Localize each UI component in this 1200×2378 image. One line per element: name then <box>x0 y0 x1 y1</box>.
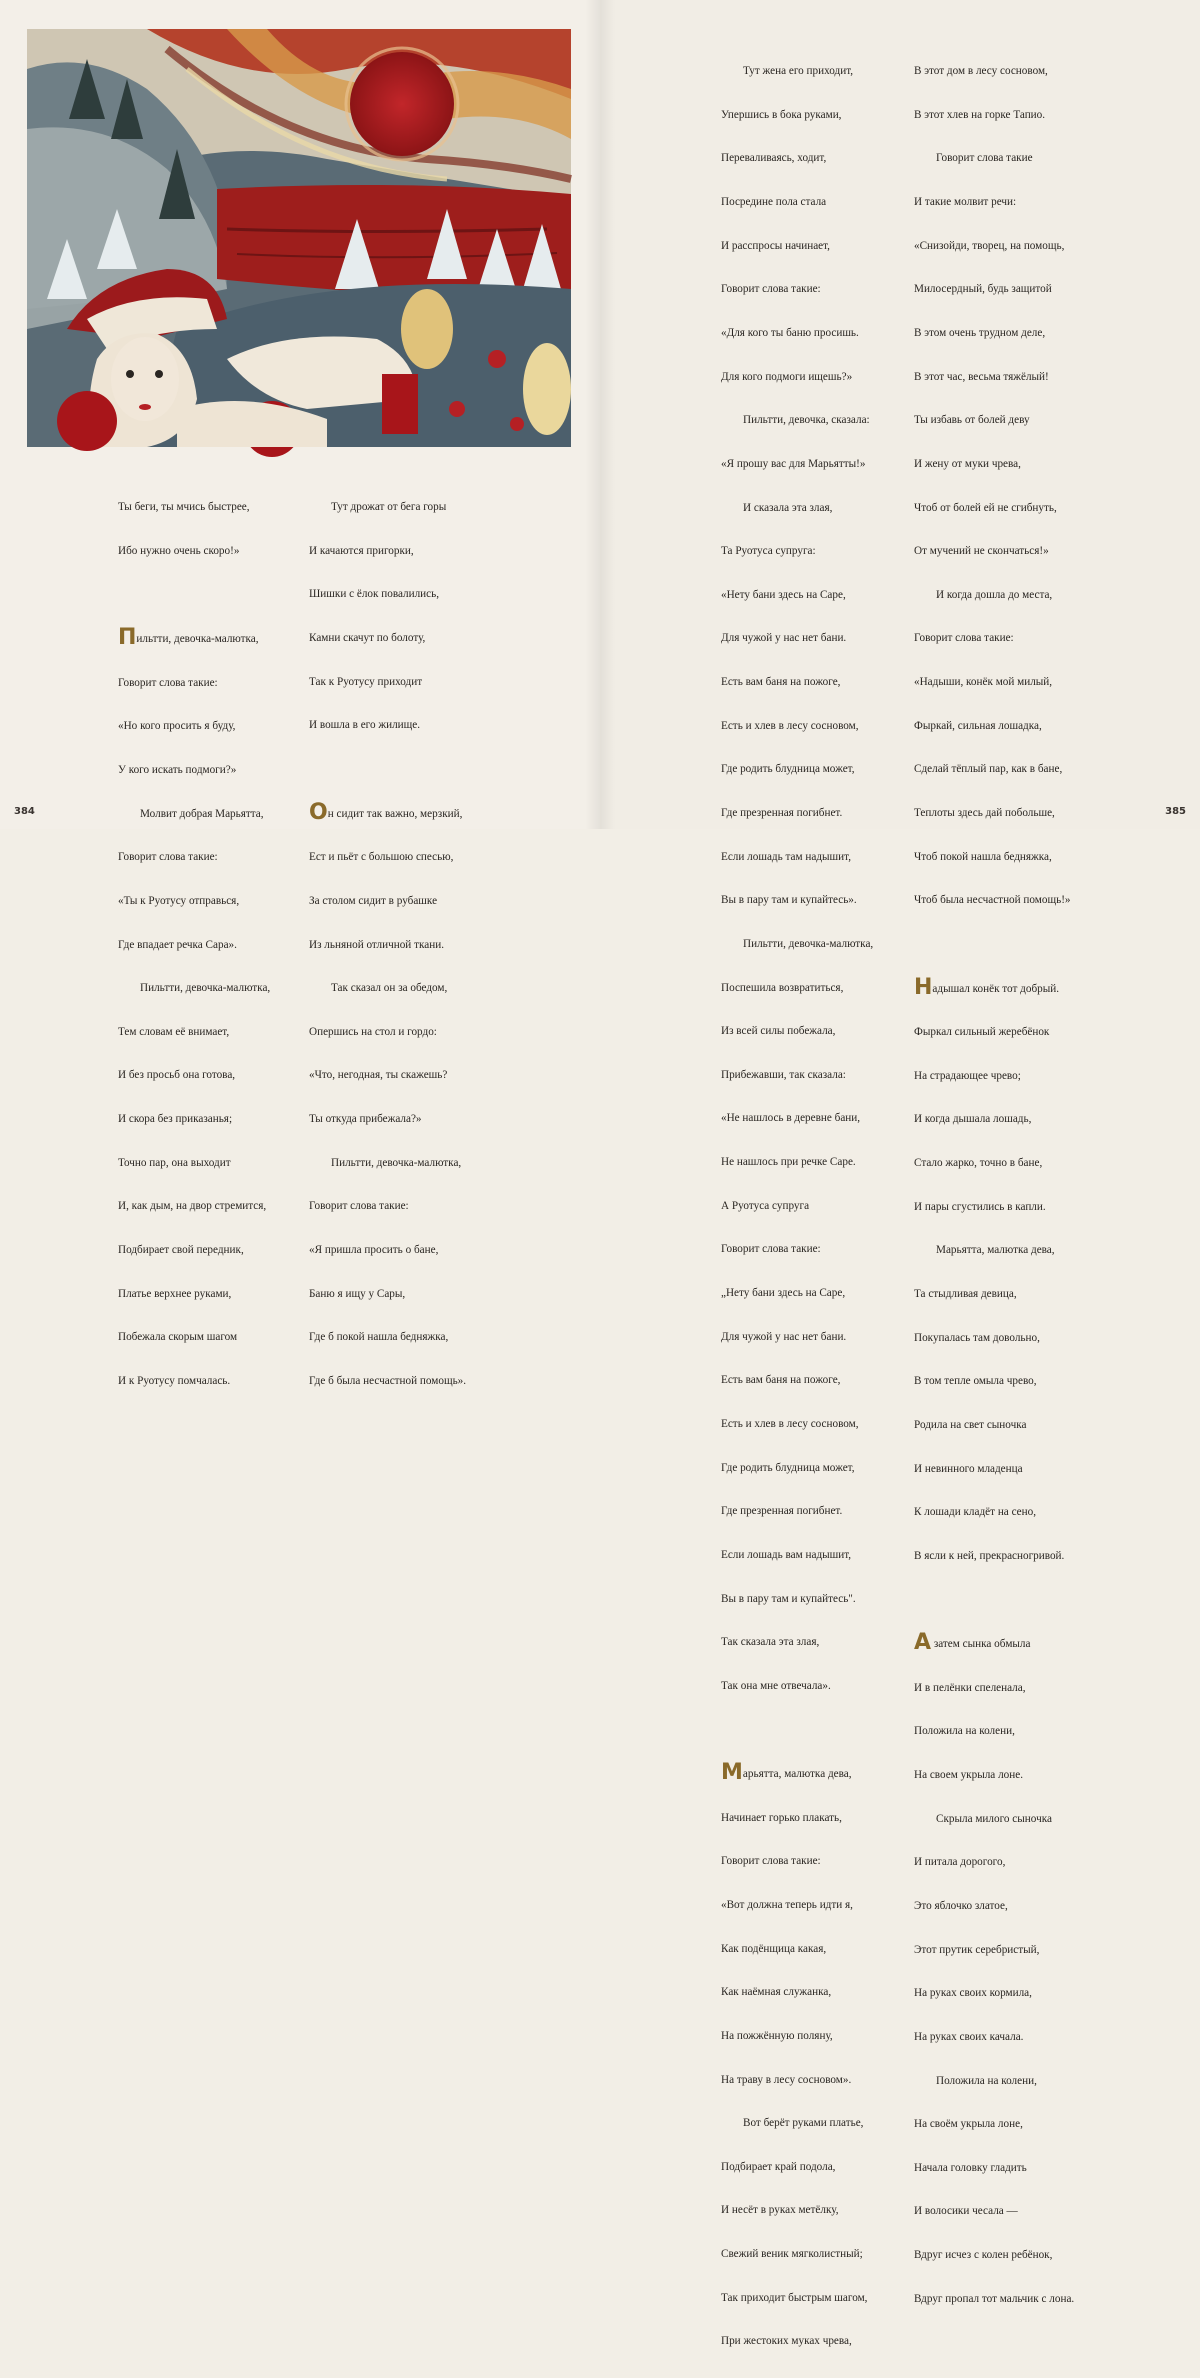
drop-cap: А <box>914 1630 932 1656</box>
verse-line: Ибо нужно очень скоро!» <box>118 544 240 557</box>
verse-line: На пожжённую поляну, <box>721 2029 833 2042</box>
verse-line: За столом сидит в рубашке <box>309 894 438 907</box>
verse-line: И когда дошла до места, <box>936 588 1053 601</box>
verse-line: Шишки с ёлок повалились, <box>309 588 440 601</box>
verse-line: И сказала эта злая, <box>743 501 833 514</box>
verse-line: А Руотуса супруга <box>721 1199 810 1212</box>
verse-line: Милосердный, будь защитой <box>914 283 1052 296</box>
verse-line: Камни скачут по болоту, <box>309 632 426 645</box>
verse-line: И без просьб она готова, <box>118 1069 236 1082</box>
verse-line: И, как дым, на двор стремится, <box>118 1200 267 1213</box>
verse-line: Начинает горько плакать, <box>721 1811 842 1824</box>
verse-line: Баню я ищу у Сары, <box>309 1287 406 1300</box>
verse-line: «Для кого ты баню просишь. <box>721 326 859 339</box>
verse-line: Есть и хлев в лесу сосновом, <box>721 1417 859 1430</box>
verse-line: В этом очень трудном деле, <box>914 326 1046 339</box>
verse-line: Для чужой у нас нет бани. <box>721 632 847 645</box>
verse-line: И пары сгустились в капли. <box>914 1200 1046 1213</box>
verse-line: Пильтти, девочка-малютка, <box>743 937 874 950</box>
verse-line: И качаются пригорки, <box>309 544 414 557</box>
verse-line: И когда дышала лошадь, <box>914 1113 1032 1126</box>
verse-line: Начала головку гладить <box>914 2161 1027 2174</box>
verse-line: Поспешила возвратиться, <box>721 981 844 994</box>
drop-cap: М <box>721 1760 743 1786</box>
verse-line: На своём укрыла лоне, <box>914 2118 1023 2131</box>
verse-line: Говорит слова такие: <box>721 283 821 296</box>
verse-line: Где б была несчастной помощь». <box>309 1374 467 1387</box>
text-column-3 <box>721 35 873 2378</box>
verse-line: «Ты к Руотусу отправься, <box>118 894 240 907</box>
verse-line: При жестоких муках чрева, <box>721 2335 852 2348</box>
verse-line: Есть вам баня на пожоге, <box>721 1374 841 1387</box>
verse-line: Где б покой нашла бедняжка, <box>309 1331 449 1344</box>
verse-line: И такие молвит речи: <box>914 196 1017 209</box>
verse-line: Точно пар, она выходит <box>118 1156 231 1169</box>
verse-line: И жену от муки чрева, <box>914 457 1021 470</box>
verse-line: Марьятта, малютка дева, <box>936 1244 1055 1257</box>
verse-line: Чтоб покой нашла бедняжка, <box>914 850 1052 863</box>
verse-line: Говорит слова такие: <box>309 1200 409 1213</box>
verse-line: Вдруг пропал тот мальчик с лона. <box>914 2292 1075 2305</box>
verse-line: И питала дорогого, <box>914 1856 1006 1869</box>
verse-line: «Снизойди, творец, на помощь, <box>914 239 1065 252</box>
verse-line: Ты избавь от болей деву <box>914 414 1030 427</box>
verse-line: «Я пришла просить о бане, <box>309 1243 439 1256</box>
illustration <box>27 29 571 447</box>
verse-line: Где презренная погибнет. <box>721 1505 843 1518</box>
verse-line: Говорит слова такие: <box>721 1855 821 1868</box>
verse-line: Где родить блудница может, <box>721 763 855 776</box>
verse-line: Вот берёт руками платье, <box>743 2117 864 2130</box>
verse-line: Родила на свет сыночка <box>914 1418 1027 1431</box>
verse-line: Положила на колени, <box>936 2074 1037 2087</box>
verse-line: Где презренная погибнет. <box>721 806 843 819</box>
verse-line <box>309 799 466 825</box>
verse-line: Есть вам баня на пожоге, <box>721 676 841 689</box>
verse-line: Вы в пару там и купайтесь». <box>721 894 857 907</box>
verse-line: Тут дрожат от бега горы <box>331 501 447 514</box>
left-page <box>0 0 600 1387</box>
verse-line: Как подёнщица какая, <box>721 1942 827 1955</box>
verse-line: Пильтти, девочка-малютка, <box>140 982 271 995</box>
verse-line: Это яблочко златое, <box>914 1900 1008 1912</box>
verse-line: В ясли к ней, прекрасногривой. <box>914 1549 1065 1562</box>
verse-line: Этот прутик серебристый, <box>914 1943 1040 1956</box>
text-column-1 <box>118 471 270 1418</box>
verse-line: Прибежавши, так сказала: <box>721 1068 846 1081</box>
verse-line: На своем укрыла лоне. <box>914 1769 1023 1782</box>
verse-line: У кого искать подмоги?» <box>118 763 237 776</box>
verse-line: И расспросы начинает, <box>721 239 830 252</box>
verse-line: К лошади кладёт на сено, <box>914 1506 1037 1519</box>
book-gutter <box>585 0 615 829</box>
verse-line: Стало жарко, точно в бане, <box>914 1157 1043 1170</box>
verse-line: Для чужой у нас нет бани. <box>721 1330 847 1343</box>
verse-line <box>914 974 1074 1000</box>
verse-line: Упершись в бока руками, <box>721 108 842 121</box>
verse-line: «Нету бани здесь на Саре, <box>721 588 846 601</box>
verse-line: Чтоб была несчастной помощь!» <box>914 894 1071 907</box>
verse-line: Где родить блудница может, <box>721 1461 855 1474</box>
drop-cap: О <box>309 799 328 825</box>
verse-line: Как наёмная служанка, <box>721 1986 832 1999</box>
verse-line: В этот дом в лесу сосновом, <box>914 65 1048 78</box>
verse-line: Говорит слова такие: <box>118 851 218 864</box>
verse-line: „Нету бани здесь на Саре, <box>721 1287 846 1300</box>
verse-line: Тут жена его приходит, <box>743 65 854 78</box>
page-number-right: 385 <box>1165 806 1186 817</box>
verse-line: Где впадает речка Сара». <box>118 938 237 951</box>
verse-line: Вы в пару там и купайтесь". <box>721 1592 856 1605</box>
verse-line-rest: арьятта, малютка дева, <box>742 1768 852 1781</box>
verse-line: «Не нашлось в деревне бани, <box>721 1112 861 1125</box>
verse-line: И невинного младенца <box>914 1462 1023 1475</box>
verse-line: Говорит слова такие: <box>914 632 1014 645</box>
verse-line: Та стыдливая девица, <box>914 1288 1017 1301</box>
verse-line: На страдающее чрево; <box>914 1069 1021 1082</box>
verse-line: Та Руотуса супруга: <box>721 545 816 558</box>
verse-line: Говорит слова такие: <box>118 676 218 689</box>
verse-line: Есть и хлев в лесу сосновом, <box>721 719 859 732</box>
verse-line: От мучений не скончаться!» <box>914 545 1049 558</box>
verse-line: «Что, негодная, ты скажешь? <box>309 1069 448 1082</box>
verse-line: В этот час, весьма тяжёлый! <box>914 370 1049 383</box>
verse-line: И несёт в руках метёлку, <box>721 2204 839 2217</box>
verse-line: Из всей силы побежала, <box>721 1025 836 1038</box>
verse-line: Фыркай, сильная лошадка, <box>914 719 1042 732</box>
verse-line-rest: н сидит так важно, мерзкий, <box>327 807 463 820</box>
verse-line-rest: адышал конёк тот добрый. <box>932 982 1060 995</box>
verse-line: Опершись на стол и гордо: <box>309 1025 437 1038</box>
verse-line: Из льняной отличной ткани. <box>309 938 444 951</box>
drop-cap: Н <box>914 974 933 1000</box>
verse-line: Чтоб от болей ей не сгибнуть, <box>914 501 1057 514</box>
verse-line: Побежала скорым шагом <box>118 1331 238 1344</box>
verse-line: И волосики чесала — <box>914 2205 1018 2218</box>
verse-line: Говорит слова такие <box>936 152 1033 165</box>
verse-line: Пильтти, девочка-малютка, <box>331 1156 462 1169</box>
verse-line: Пильтти, девочка, сказала: <box>743 414 870 427</box>
verse-line: На траву в лесу сосновом». <box>721 2073 852 2086</box>
verse-line: В том тепле омыла чрево, <box>914 1375 1037 1388</box>
verse-line: Говорит слова такие: <box>721 1243 821 1256</box>
verse-line: Молвит добрая Марьятта, <box>140 807 264 820</box>
verse-line: Переваливаясь, ходит, <box>721 152 827 165</box>
right-page <box>600 0 1200 2348</box>
verse-line: «Я прошу вас для Марьятты!» <box>721 457 866 470</box>
verse-line: Так сказала эта злая, <box>721 1636 820 1649</box>
drop-cap: П <box>118 625 137 651</box>
verse-line: Скрыла милого сыночка <box>936 1812 1052 1825</box>
verse-line: Сделай тёплый пар, как в бане, <box>914 763 1063 776</box>
verse-line: Покупалась там довольно, <box>914 1331 1040 1344</box>
verse-line: Для кого подмоги ищешь?» <box>721 370 853 383</box>
verse-line <box>118 625 270 651</box>
verse-line: Ты беги, ты мчись быстрее, <box>118 501 250 514</box>
verse-line: Посредине пола стала <box>721 196 827 209</box>
verse-line: В этот хлев на горке Тапио. <box>914 108 1046 121</box>
verse-line-rest: затем сынка обмыла <box>931 1638 1031 1651</box>
verse-line: И в пелёнки спеленала, <box>914 1681 1026 1694</box>
verse-line: Подбирает свой передник, <box>118 1243 244 1256</box>
verse-line: Положила на колени, <box>914 1725 1015 1738</box>
verse-line <box>721 1760 873 1786</box>
text-column-4 <box>914 35 1074 2335</box>
verse-line: И скора без приказанья; <box>118 1113 233 1126</box>
verse-line: Фыркал сильный жеребёнок <box>914 1026 1050 1039</box>
verse-line <box>914 1630 1074 1656</box>
verse-line: Подбирает край подола, <box>721 2160 836 2173</box>
verse-line: Ест и пьёт с большою спесью, <box>309 851 454 864</box>
verse-line: «Надыши, конёк мой милый, <box>914 676 1053 689</box>
verse-line: Так к Руотусу приходит <box>309 675 423 688</box>
verse-line: И к Руотусу помчалась. <box>118 1374 231 1387</box>
verse-line: «Вот должна теперь идти я, <box>721 1899 853 1911</box>
verse-line: Тем словам её внимает, <box>118 1025 230 1038</box>
verse-line: Так сказал он за обедом, <box>331 982 448 995</box>
verse-line: Теплоты здесь дай побольше, <box>914 806 1055 819</box>
verse-line: Если лошадь вам надышит, <box>721 1548 852 1561</box>
verse-line: Ты откуда прибежала?» <box>309 1113 422 1126</box>
page-number-left: 384 <box>14 806 35 817</box>
verse-line: Не нашлось при речке Саре. <box>721 1156 856 1169</box>
verse-line: Так приходит быстрым шагом, <box>721 2291 868 2304</box>
verse-line: «Но кого просить я буду, <box>118 720 236 733</box>
verse-line: Вдруг исчез с колен ребёнок, <box>914 2249 1053 2262</box>
verse-line: Если лошадь там надышит, <box>721 850 851 863</box>
text-column-2 <box>309 471 466 1418</box>
verse-line: Так она мне отвечала». <box>721 1679 831 1692</box>
verse-line: На руках своих качала. <box>914 2030 1024 2043</box>
verse-line-rest: ильтти, девочка-малютка, <box>136 633 259 646</box>
verse-line: И вошла в его жилище. <box>309 719 421 732</box>
verse-line: Платье верхнее руками, <box>118 1287 232 1300</box>
verse-line: На руках своих кормила, <box>914 1987 1032 2000</box>
painting-icon <box>27 29 571 447</box>
verse-line: Свежий веник мягколистный; <box>721 2248 863 2261</box>
